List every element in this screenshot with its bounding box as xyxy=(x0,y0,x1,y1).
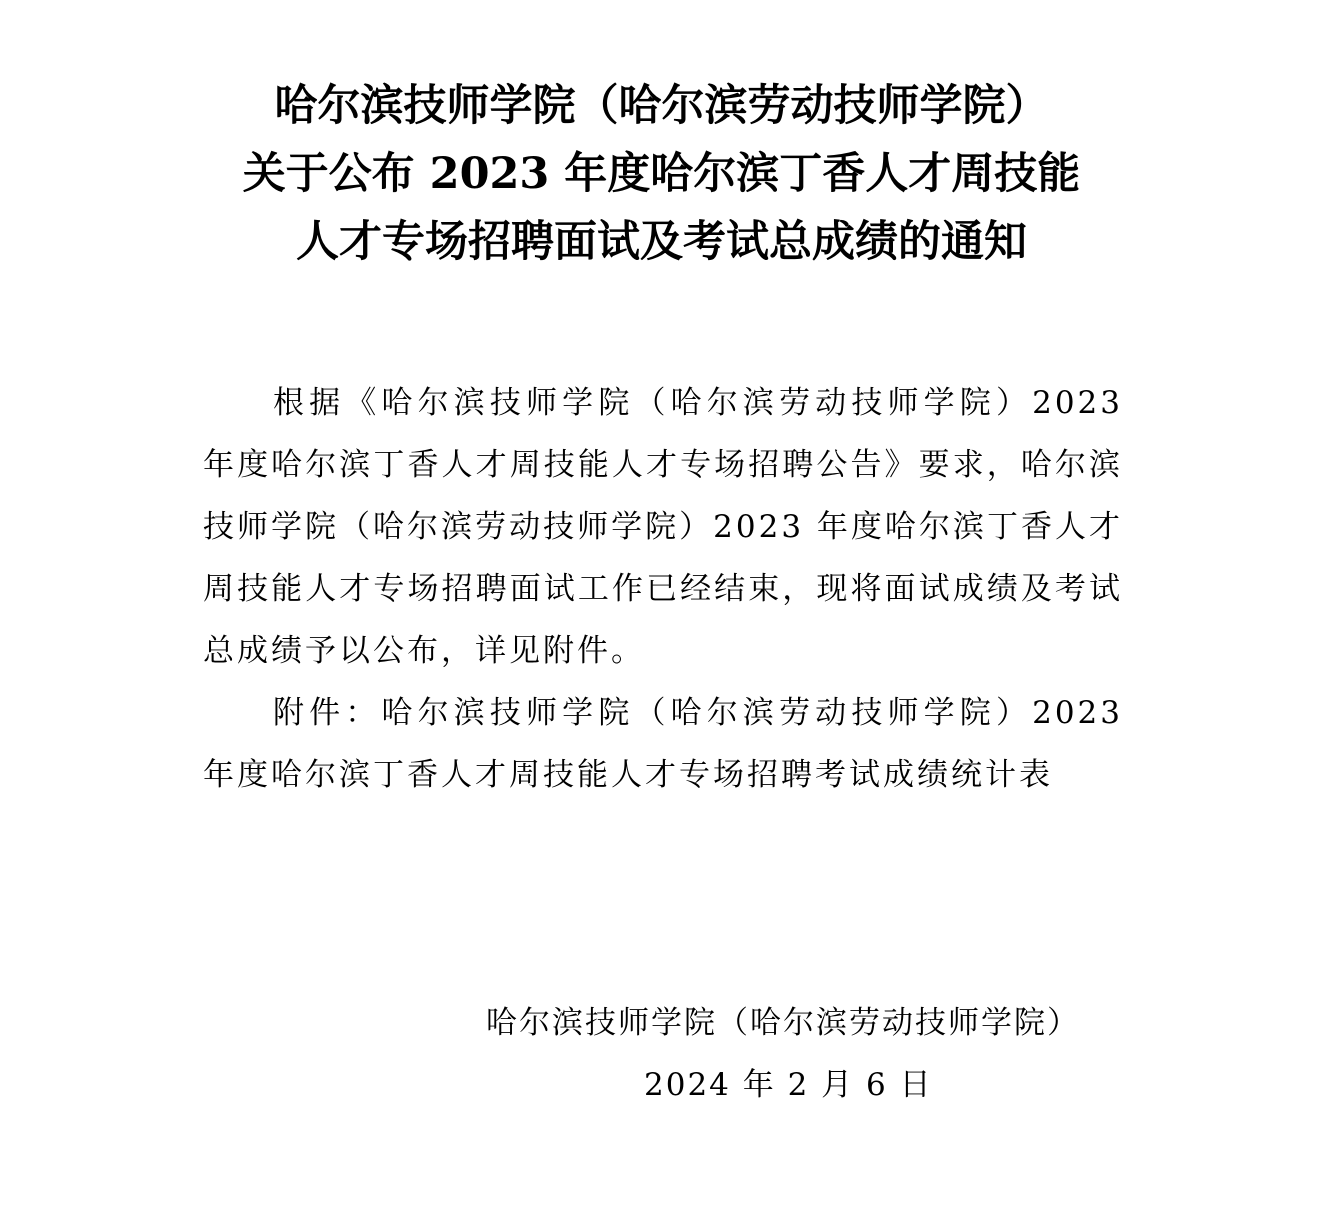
title-line-1: 哈尔滨技师学院（哈尔滨劳动技师学院） xyxy=(274,81,1049,131)
signature-organization: 哈尔滨技师学院（哈尔滨劳动技师学院） xyxy=(486,1005,1080,1041)
title-line-3: 人才专场招聘面试及考试总成绩的通知 xyxy=(296,217,1027,267)
document-title xyxy=(180,72,1143,276)
body-paragraph-attachment: 附件：哈尔滨技师学院（哈尔滨劳动技师学院）2023 年度哈尔滨丁香人才周技能人才专场招聘考试成绩统计表 xyxy=(203,695,1123,793)
body-paragraph-main: 根据《哈尔滨技师学院（哈尔滨劳动技师学院）2023 年度哈尔滨丁香人才周技能人才专场招聘公告》要求，哈尔滨技师学院（哈尔滨劳动技师学院）2023 年度哈尔滨丁香人才周技能人才专场招聘面试工作已经结束，现将面试成绩及考试总成绩予以公布，详见附件。 xyxy=(203,385,1123,669)
title-line-2: 关于公布 2023 年度哈尔滨丁香人才周技能 xyxy=(242,149,1081,199)
document-body xyxy=(203,372,1123,806)
signature-block xyxy=(486,992,1126,1116)
signature-date: 2024 年 2 月 6 日 xyxy=(644,1067,933,1103)
